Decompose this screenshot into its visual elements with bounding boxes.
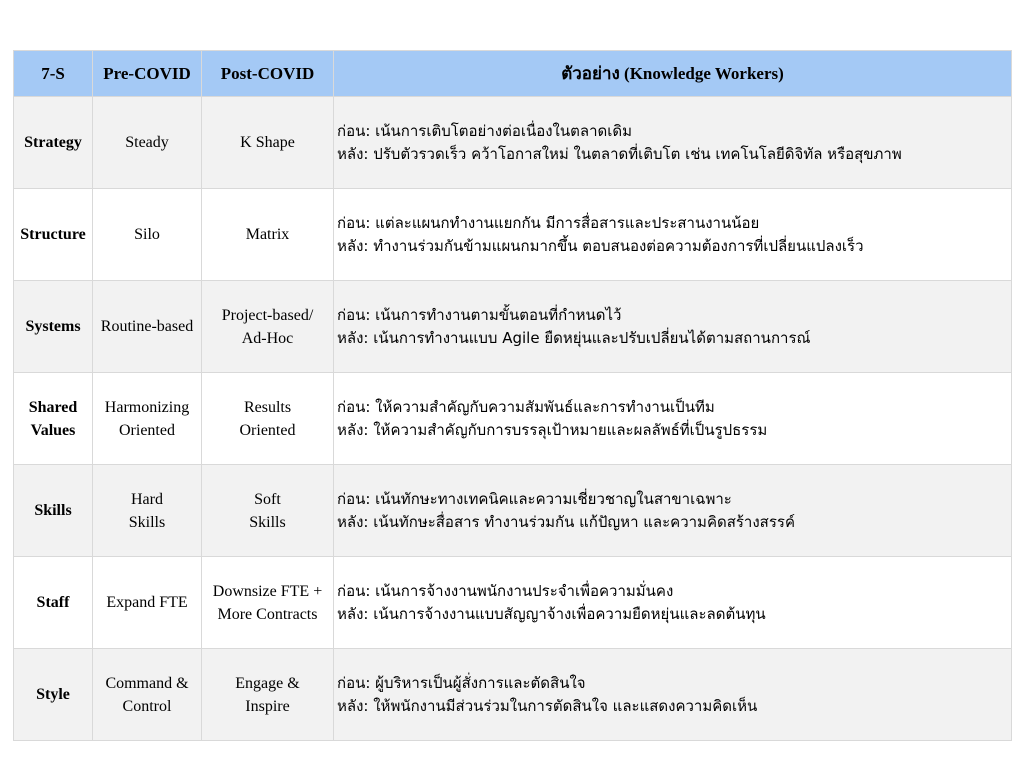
dimension-cell-line: Shared <box>28 398 78 416</box>
dimension-cell-line: Staff <box>36 594 70 611</box>
post-covid-cell-line: Skills <box>249 513 286 531</box>
header-7s: 7-S <box>14 51 93 97</box>
post-covid-cell <box>202 649 334 741</box>
seven-s-comparison-table <box>13 50 1012 741</box>
post-covid-cell <box>202 281 334 373</box>
dimension-cell <box>14 189 93 281</box>
example-before: ก่อน: แต่ละแผนกทำงานแยกกัน มีการสื่อสารและประสานงานน้อย <box>337 213 760 232</box>
post-covid-cell <box>202 189 334 281</box>
dimension-cell-line: Structure <box>20 226 86 243</box>
example-cell <box>334 373 1012 465</box>
table-row <box>14 465 1012 557</box>
table-row <box>14 97 1012 189</box>
post-covid-cell-line: Soft <box>254 490 281 508</box>
example-cell <box>334 557 1012 649</box>
pre-covid-cell-line: Steady <box>125 134 169 151</box>
dimension-cell-line: Skills <box>34 502 72 519</box>
post-covid-cell-line: Inspire <box>245 697 290 715</box>
table-row <box>14 557 1012 649</box>
example-after: หลัง: เน้นการจ้างงานแบบสัญญาจ้างเพื่อความยืดหยุ่นและลดต้นทุน <box>337 604 766 623</box>
post-covid-cell-line: Ad-Hoc <box>241 329 294 347</box>
header-post-covid: Post-COVID <box>202 51 334 97</box>
table-row <box>14 649 1012 741</box>
post-covid-cell-line: Matrix <box>245 226 290 243</box>
example-cell <box>334 649 1012 741</box>
pre-covid-cell-line: Oriented <box>119 421 175 439</box>
post-covid-cell <box>202 97 334 189</box>
pre-covid-cell <box>93 465 202 557</box>
dimension-cell <box>14 373 93 465</box>
example-before: ก่อน: เน้นการจ้างงานพนักงานประจำเพื่อความมั่นคง <box>337 581 674 600</box>
pre-covid-cell <box>93 373 202 465</box>
example-after: หลัง: เน้นทักษะสื่อสาร ทำงานร่วมกัน แก้ปัญหา และความคิดสร้างสรรค์ <box>337 512 795 531</box>
post-covid-cell-line: Results <box>243 398 292 416</box>
dimension-cell-line: Style <box>36 686 70 703</box>
example-cell <box>334 465 1012 557</box>
header-row <box>14 51 1012 97</box>
example-after: หลัง: ให้ความสำคัญกับการบรรลุเป้าหมายและผลลัพธ์ที่เป็นรูปธรรม <box>337 420 768 439</box>
post-covid-cell <box>202 557 334 649</box>
pre-covid-cell-line: Control <box>122 697 172 715</box>
pre-covid-cell-line: Command & <box>105 674 189 692</box>
post-covid-cell-line: Project-based/ <box>221 306 314 324</box>
dimension-cell <box>14 557 93 649</box>
dimension-cell-line: Strategy <box>24 134 82 151</box>
pre-covid-cell <box>93 649 202 741</box>
table-row <box>14 281 1012 373</box>
dimension-cell-line: Values <box>30 421 76 439</box>
pre-covid-cell-line: Silo <box>134 226 160 243</box>
dimension-cell-line: Systems <box>25 318 81 335</box>
dimension-cell <box>14 97 93 189</box>
header-pre-covid: Pre-COVID <box>93 51 202 97</box>
dimension-cell <box>14 465 93 557</box>
pre-covid-cell-line: Harmonizing <box>104 398 190 416</box>
example-before: ก่อน: ให้ความสำคัญกับความสัมพันธ์และการทำงานเป็นทีม <box>337 397 715 416</box>
example-after: หลัง: ให้พนักงานมีส่วนร่วมในการตัดสินใจ และแสดงความคิดเห็น <box>337 696 758 715</box>
pre-covid-cell <box>93 281 202 373</box>
header-example: ตัวอย่าง (Knowledge Workers) <box>334 51 1012 97</box>
post-covid-cell <box>202 373 334 465</box>
post-covid-cell-line: K Shape <box>240 134 295 151</box>
comparison-table-container <box>13 50 1011 741</box>
example-cell <box>334 97 1012 189</box>
pre-covid-cell-line: Skills <box>128 513 166 531</box>
post-covid-cell-line: Engage & <box>235 674 300 692</box>
example-before: ก่อน: เน้นการเติบโตอย่างต่อเนื่องในตลาดเดิม <box>337 121 632 140</box>
example-before: ก่อน: ผู้บริหารเป็นผู้สั่งการและตัดสินใจ <box>337 673 586 692</box>
dimension-cell <box>14 281 93 373</box>
table-row <box>14 373 1012 465</box>
pre-covid-cell <box>93 97 202 189</box>
example-after: หลัง: เน้นการทำงานแบบ Agile ยืดหยุ่นและปรับเปลี่ยนได้ตามสถานการณ์ <box>337 328 811 347</box>
post-covid-cell <box>202 465 334 557</box>
post-covid-cell-line: More Contracts <box>217 605 318 623</box>
pre-covid-cell <box>93 557 202 649</box>
example-before: ก่อน: เน้นการทำงานตามขั้นตอนที่กำหนดไว้ <box>337 305 622 324</box>
table-header <box>14 51 1012 97</box>
table-body <box>14 97 1012 741</box>
pre-covid-cell-line: Hard <box>131 490 163 508</box>
example-cell <box>334 281 1012 373</box>
pre-covid-cell-line: Routine-based <box>100 318 194 335</box>
table-row <box>14 189 1012 281</box>
example-after: หลัง: ทำงานร่วมกันข้ามแผนกมากขึ้น ตอบสนองต่อความต้องการที่เปลี่ยนแปลงเร็ว <box>337 236 864 255</box>
post-covid-cell-line: Downsize FTE + <box>212 582 323 600</box>
pre-covid-cell <box>93 189 202 281</box>
pre-covid-cell-line: Expand FTE <box>106 594 188 611</box>
dimension-cell <box>14 649 93 741</box>
example-cell <box>334 189 1012 281</box>
example-after: หลัง: ปรับตัวรวดเร็ว คว้าโอกาสใหม่ ในตลาดที่เติบโต เช่น เทคโนโลยีดิจิทัล หรือสุขภาพ <box>337 144 902 163</box>
example-before: ก่อน: เน้นทักษะทางเทคนิคและความเชี่ยวชาญในสาขาเฉพาะ <box>337 489 732 508</box>
post-covid-cell-line: Oriented <box>239 421 296 439</box>
